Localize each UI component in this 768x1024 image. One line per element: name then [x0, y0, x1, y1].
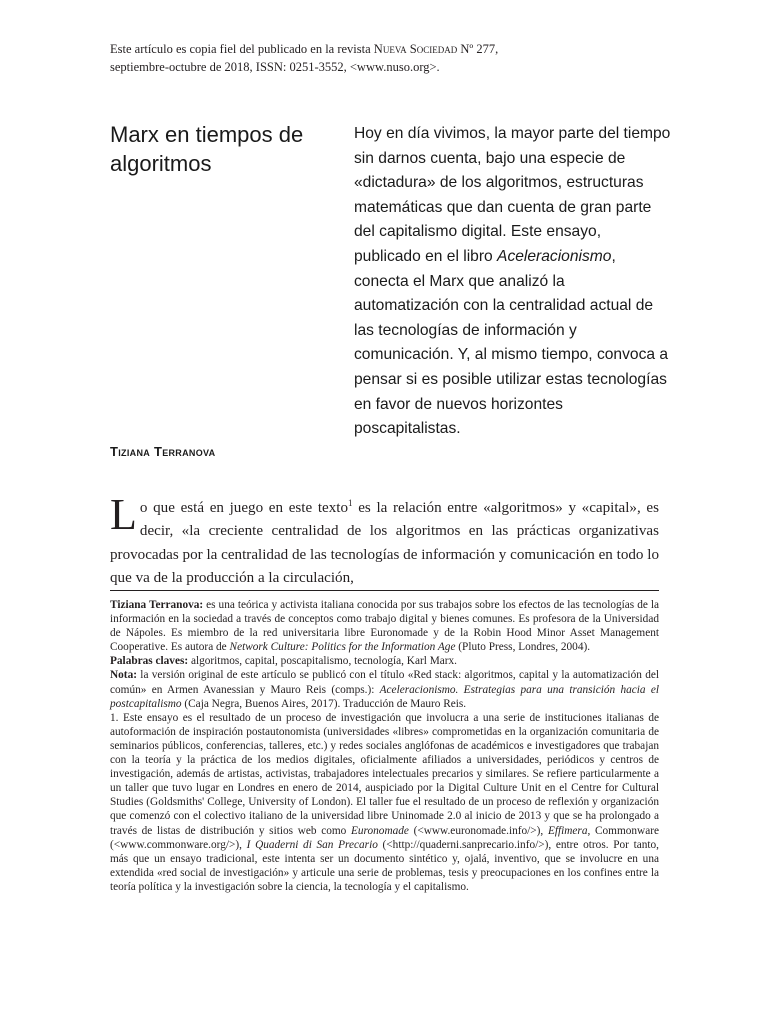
quaderni-title: I Quaderni di San Precario	[246, 838, 378, 851]
notice-text: Este artículo es copia fiel del publicado en la revista	[110, 42, 374, 56]
notice-issue: Nº 277,	[457, 42, 499, 56]
commonware-url[interactable]: , Commonware (<www.commonware.org/>),	[110, 824, 659, 851]
effimera-title: Effimera	[547, 824, 588, 837]
bio-label: Tiziana Terranova:	[110, 599, 204, 611]
drop-cap: L	[110, 490, 137, 539]
footnote-ref-1[interactable]: 1	[348, 498, 353, 508]
euronomade-url[interactable]: (<www.euronomade.info/>),	[408, 824, 548, 837]
footnote-divider	[110, 590, 659, 591]
note-book-title: Aceleracionismo. Estrategias para una transición hacia el postcapitalismo	[110, 683, 659, 710]
footnote-1-text: 1. Este ensayo es el resultado de un proceso de investigación que involucra a una serie de instituciones italianas de autoformación de inspiración postautonomista (universidades «libres» comprometidas en la organización comunitaria de seminarios públicos, conferencias, talleres, etc.) y redes sociales anglófonas de académicos e investigadores que trabajan con la teoría y la práctica de los medios digitales, oficialmente afiliados a universidades, periódicos y centros de investigación, además de artistas, activistas, trabajadores intelectuales precarios y similares. Se refiere particularmente a un taller que tuvo lugar en Londres en enero de 2014, auspiciado por la Digital Culture Unit en el Centre for Cultural Studies (Goldsmiths' College, University of London). El taller fue el resultado de un proceso de reflexión y organización que comenzó con el colectivo italiano de la universidad libre Uninomade 2.0 al inicio de 2013 y que se ha prolongado a través de listas de distribución y sitios web como	[110, 711, 659, 837]
author-name: Tiziana Terranova	[110, 444, 216, 459]
article-title: Marx en tiempos de algoritmos	[110, 122, 304, 176]
abstract-text-end: , conecta el Marx que analizó la automatización con la centralidad actual de las tecnologías de información y comunicación. Y, al mismo tiempo, convoca a pensar si es posible utilizar estas tecnologías en favor de nuevos horizontes poscapitalistas.	[354, 247, 669, 438]
body-text-start: o que está en juego en este texto	[139, 500, 349, 517]
original-note	[110, 668, 659, 710]
notice-issn-line: septiembre-octubre de 2018, ISSN: 0251-3552, <www.nuso.org>.	[110, 60, 440, 74]
abstract-text-start: Hoy en día vivimos, la mayor parte del tiempo sin darnos cuenta, bajo una especie de «dictadura» de los algoritmos, estructuras matemáticas que dan cuenta de gran parte del capitalismo digital. Este ensayo, publicado en el libro	[354, 125, 671, 265]
article-abstract	[354, 122, 672, 442]
footnote-1	[110, 711, 659, 894]
abstract-book-title: Aceleracionismo	[497, 247, 612, 265]
copy-notice	[110, 40, 670, 76]
keywords-label: Palabras claves:	[110, 655, 189, 668]
euronomade-title: Euronomade	[350, 824, 409, 837]
journal-name: Nueva Sociedad	[373, 42, 458, 56]
bio-book-title: Network Culture: Politics for the Information Age	[229, 641, 456, 654]
footnotes	[110, 598, 659, 894]
body-paragraph	[110, 492, 659, 590]
keywords-text: algoritmos, capital, poscapitalismo, tecnología, Karl Marx.	[188, 655, 457, 668]
bio-text-end: (Pluto Press, Londres, 2004).	[455, 641, 591, 654]
bio-text: es una teórica y activista italiana conocida por sus trabajos sobre los efectos de las tecnologías de la información en la sociedad a través de conceptos como trabajo digital y bienes comunes. Es profesora de la Universidad de Nápoles. Es miembro de la red universitaria libre Euronomade y de la Robin Hood Minor Asset Management Cooperative. Es autora de	[110, 599, 659, 654]
author-bio	[110, 598, 659, 654]
note-label: Nota:	[110, 669, 137, 682]
keywords	[110, 654, 659, 668]
body-text-end: es la relación entre «algoritmos» y «capital», es decir, «la creciente centralidad de los algoritmos en las prácticas organizativas provocadas por la centralidad de las tecnologías de información y comunicación en todo lo que va de la producción a la circulación,	[110, 500, 659, 586]
note-text: la versión original de este artículo se publicó con el título «Red stack: algoritmos, capital y la automatización del común» en Armen Avanessian y Mauro Reis (comps.):	[110, 669, 659, 696]
footnote-1-text-end: (<http://quaderni.sanprecario.info/>), entre otros. Por tanto, más que un ensayo tradicional, este intenta ser un documento sintético y, ojalá, inventivo, que se involucre en una extendida «red social de investigación» y articule una serie de problemas, tesis y preocupaciones en los confines entre la teoría política y la investigación sobre la ciencia, la tecnología y el capitalismo.	[110, 838, 659, 893]
note-text-end: (Caja Negra, Buenos Aires, 2017). Traducción de Mauro Reis.	[181, 697, 467, 710]
